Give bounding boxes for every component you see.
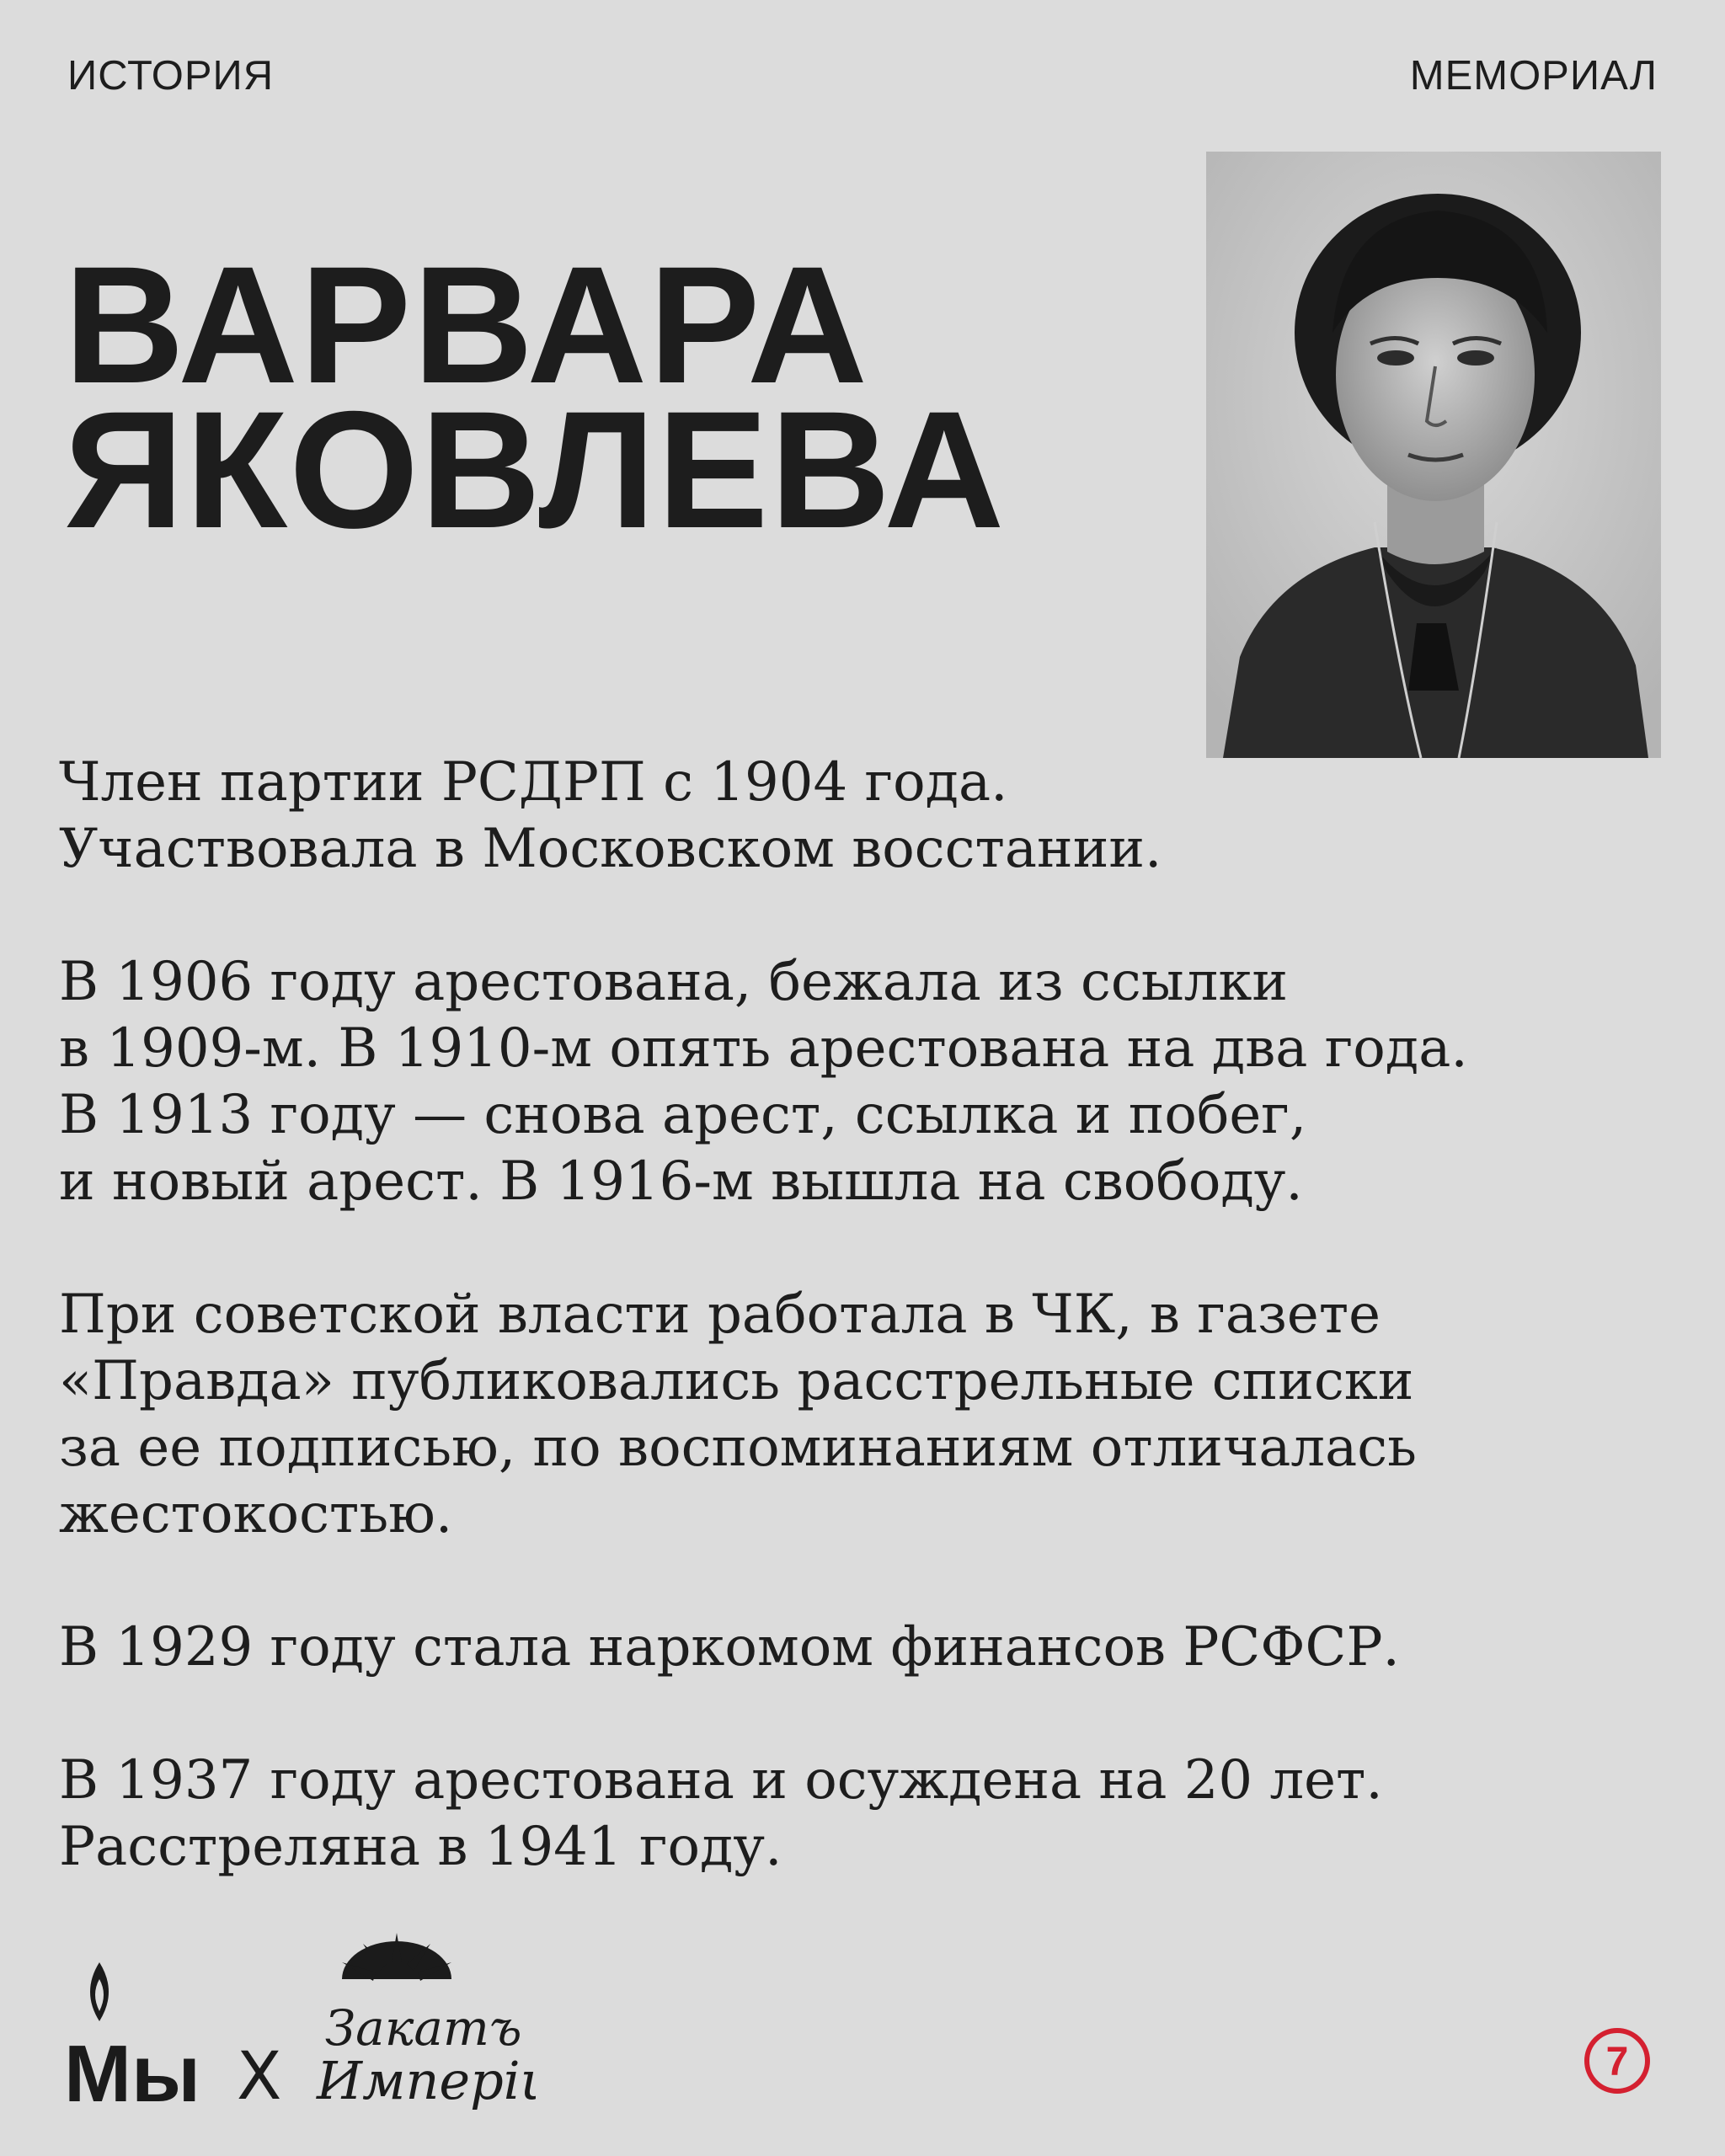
page-title: [64, 232, 1007, 563]
logo-group: [64, 1912, 536, 2114]
portrait-photo: [1206, 152, 1661, 758]
logo-zakat-line1: Закатъ: [325, 1999, 522, 2057]
biography-text: [59, 750, 1659, 1947]
bio-paragraph-cheka: При советской власти работала в ЧК, в газете «Правда» публиковались расстрельные списки за ее подписью, по воспоминаниям отличалась жестокостью.: [59, 1283, 1417, 1545]
section-label-history: ИСТОРИЯ: [67, 53, 275, 99]
flame-icon: [90, 1962, 109, 2021]
bio-paragraph-party: Член партии РСДРП с 1904 года. Участвовала в Московском восстании.: [59, 751, 1162, 880]
logo-separator: Х: [237, 2039, 282, 2114]
page-number-badge: [1582, 2025, 1653, 2096]
sunburst-icon: [342, 1933, 451, 1981]
page-number-text: 7: [1605, 2040, 1629, 2084]
brand-label-memorial: МЕМОРИАЛ: [1409, 53, 1658, 99]
partner-logos: [64, 1912, 536, 2114]
portrait-image: [1206, 152, 1661, 758]
bio-paragraph-narkom: В 1929 году стала наркомом финансов РСФСР.: [59, 1616, 1400, 1678]
title-first-name: ВАРВАРА: [64, 232, 869, 418]
logo-zakat-line2: Имперіи: [317, 2050, 536, 2111]
bio-paragraph-execution: В 1937 году арестована и осуждена на 20 лет. Расстреляна в 1941 году.: [59, 1749, 1383, 1878]
logo-my-text: Мы: [64, 2029, 200, 2114]
bio-paragraph-arrests: В 1906 году арестована, бежала из ссылки в 1909-м. В 1910-м опять арестована на два года. В 1913 году — снова арест, ссылка и побег, и новый арест. В 1916-м вышла на свободу.: [59, 951, 1468, 1213]
title-last-name: ЯКОВЛЕВА: [64, 376, 1007, 563]
